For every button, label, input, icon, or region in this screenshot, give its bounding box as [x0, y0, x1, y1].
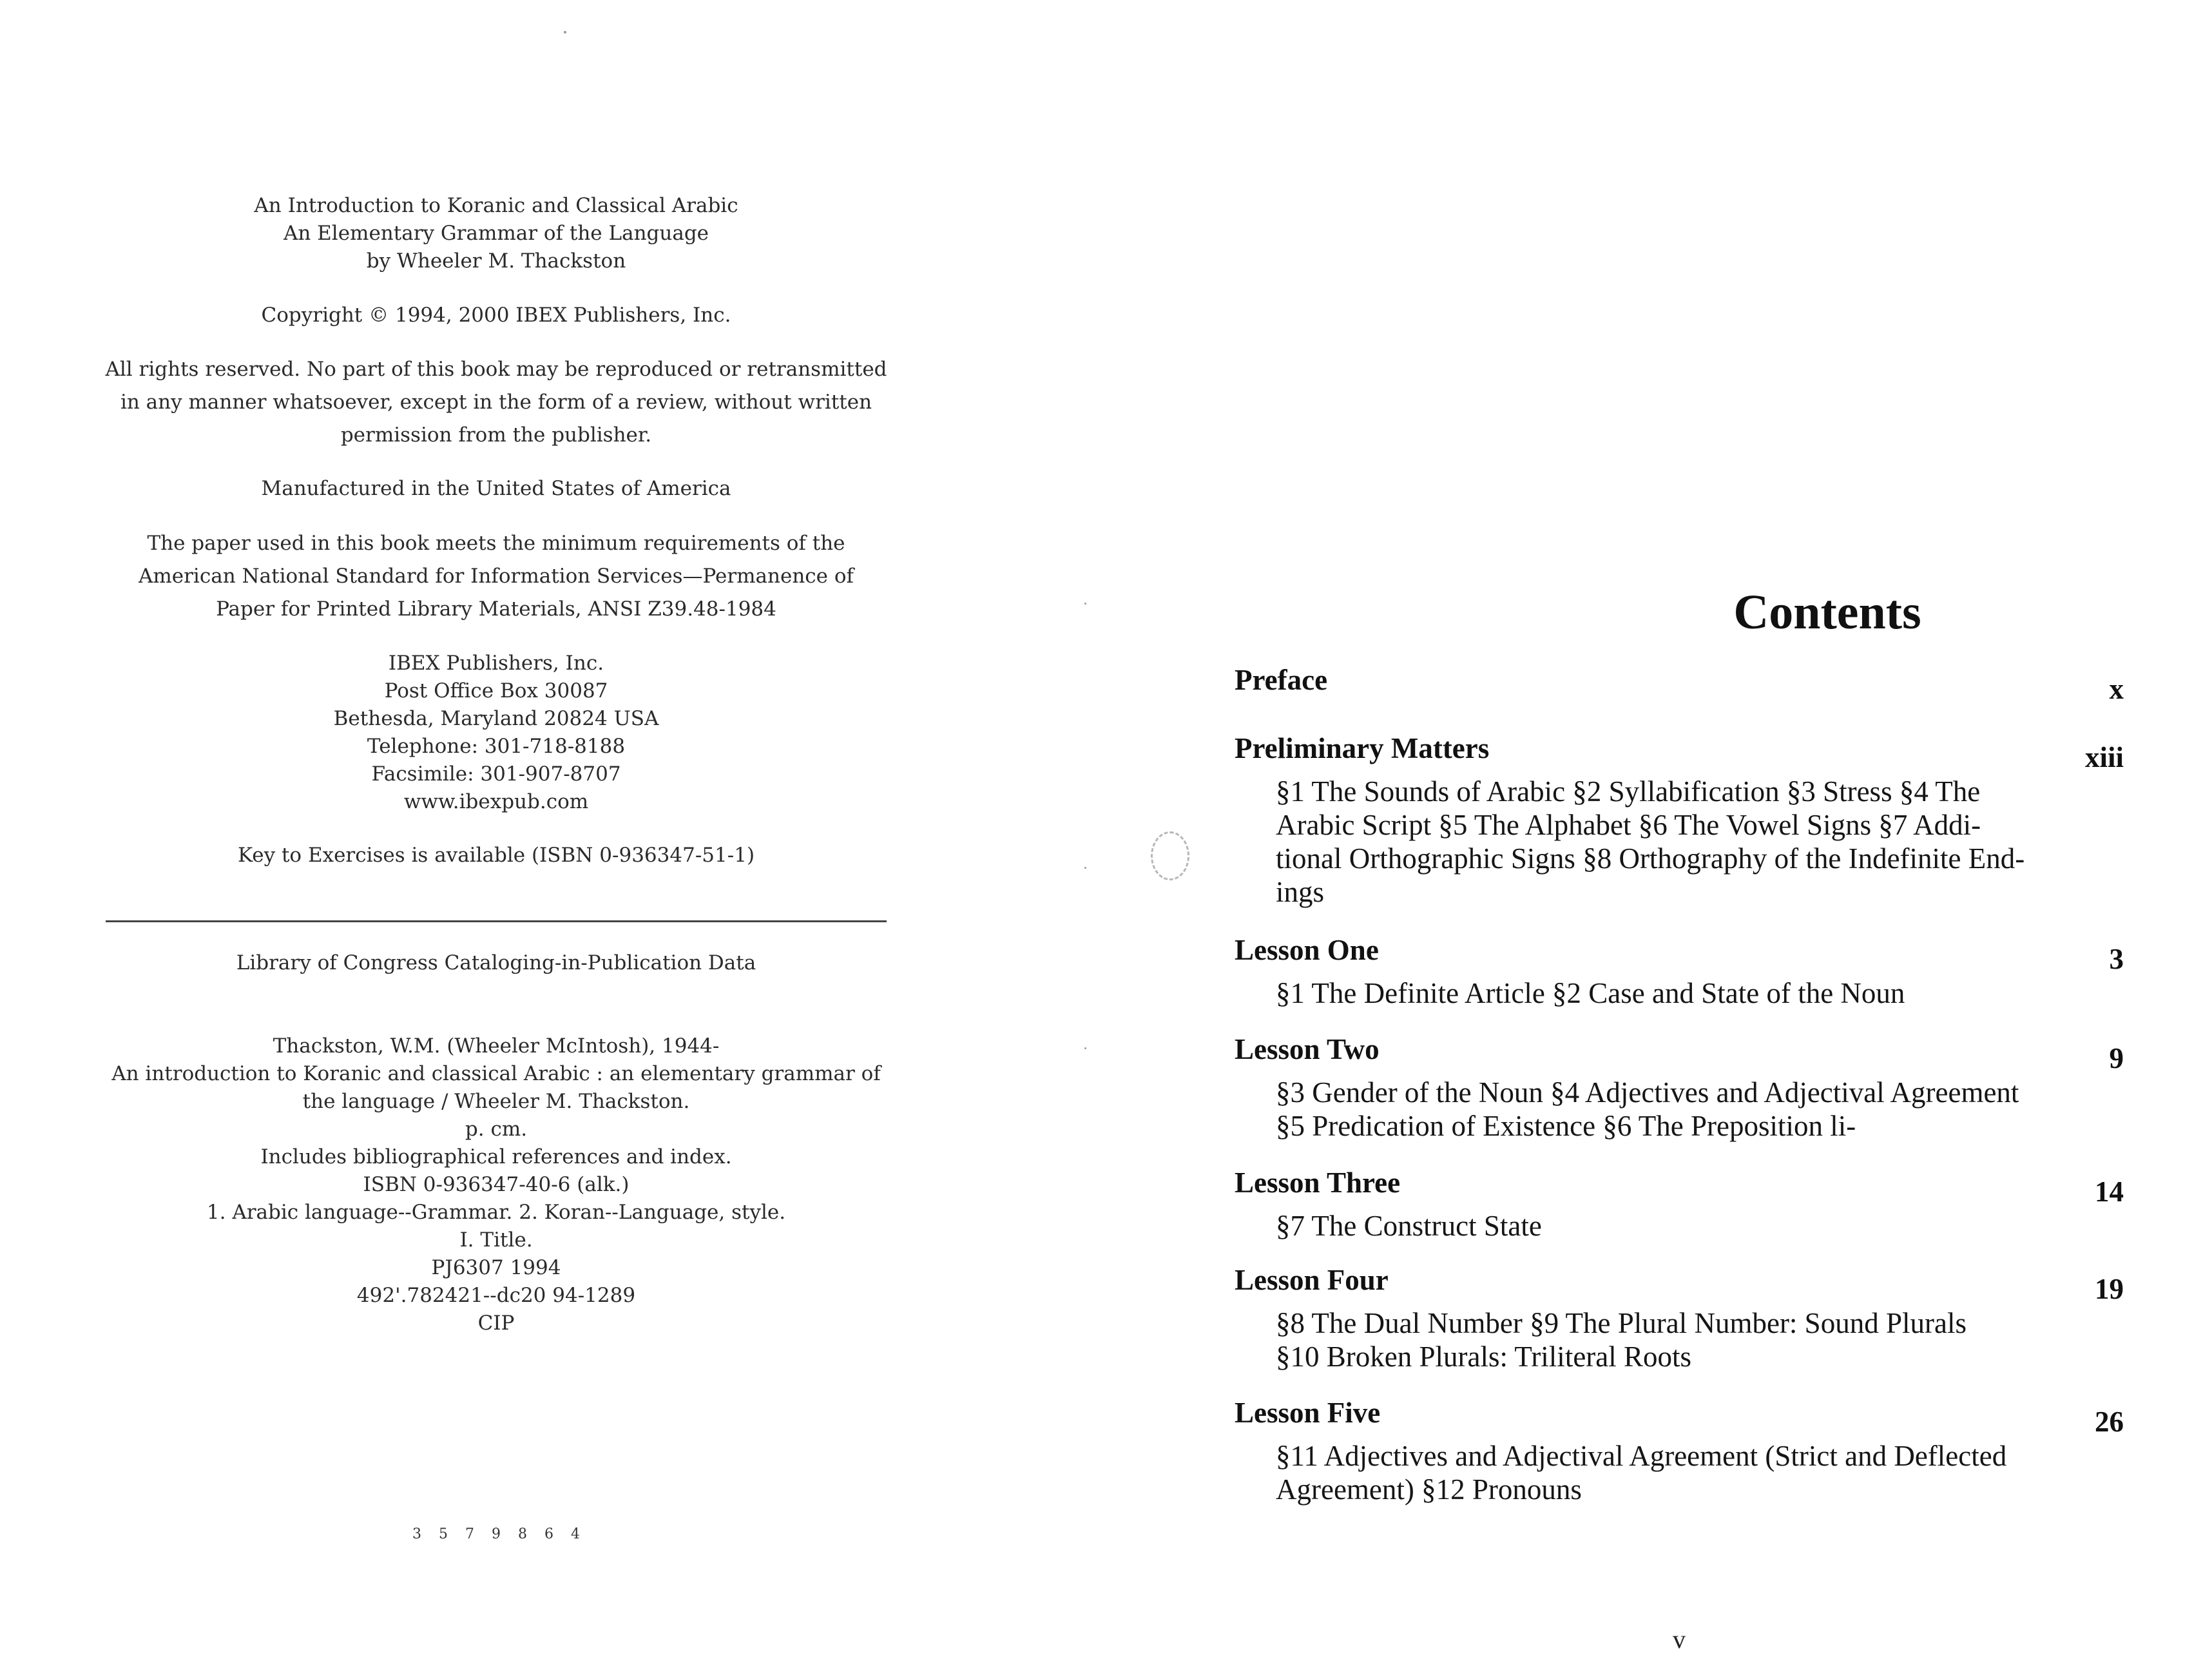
toc-entry-page-number: 14 — [2095, 1176, 2124, 1208]
toc-section-line: ings — [1276, 876, 1325, 908]
toc-entry-title: Lesson Four — [1235, 1264, 1389, 1296]
cip-line: p. cm. — [465, 1118, 528, 1141]
toc-section-line: §7 The Construct State — [1276, 1210, 1542, 1242]
toc-section-line: §5 Predication of Existence §6 The Preposition li- — [1276, 1110, 1856, 1142]
cip-heading-line: Library of Congress Cataloging-in-Publication Data — [236, 951, 756, 974]
toc-entry-header — [1235, 728, 2124, 773]
toc-entry-sections — [1276, 1306, 2081, 1373]
cip-line: 1. Arabic language--Grammar. 2. Koran--Language, style. — [206, 1201, 786, 1224]
cip-line: Includes bibliographical references and index. — [260, 1145, 732, 1168]
toc-entry-title: Preliminary Matters — [1235, 732, 1490, 764]
toc-entry-lesson-five — [1235, 1393, 2124, 1506]
toc-entry-lesson-one — [1235, 930, 2124, 1010]
publisher-line: Telephone: 301-718-8188 — [367, 735, 626, 758]
book-subtitle-line: An Elementary Grammar of the Language — [283, 222, 709, 245]
rights-statement — [97, 353, 896, 452]
publisher-line: Post Office Box 30087 — [384, 679, 608, 703]
key-to-exercises-note — [97, 842, 896, 869]
scan-speck — [1084, 603, 1086, 605]
printing-run-numbers: 3 5 7 9 8 6 4 — [412, 1526, 586, 1542]
toc-entry-preliminary-matters — [1235, 728, 2124, 909]
toc-entry-lesson-two — [1235, 1029, 2124, 1143]
cip-heading — [97, 949, 896, 977]
cip-line: PJ6307 1994 — [431, 1256, 561, 1279]
toc-entry-title: Lesson Two — [1235, 1033, 1380, 1065]
toc-section-line: §1 The Definite Article §2 Case and State of the Noun — [1276, 977, 1905, 1009]
publisher-line: Facsimile: 301-907-8707 — [371, 762, 621, 786]
toc-section-line: §3 Gender of the Noun §4 Adjectives and Adjectival Agreement — [1276, 1076, 2019, 1109]
book-title-line: An Introduction to Koranic and Classical Arabic — [254, 194, 738, 217]
cip-line: ISBN 0-936347-40-6 (alk.) — [363, 1173, 630, 1196]
toc-section-line: §11 Adjectives and Adjectival Agreement (Strict and Deflected — [1276, 1440, 2007, 1472]
toc-section-line: Arabic Script §5 The Alphabet §6 The Vowel Signs §7 Addi- — [1276, 809, 1981, 841]
scan-speck — [1084, 1047, 1086, 1049]
cip-line: CIP — [477, 1312, 515, 1335]
toc-entry-title: Lesson One — [1235, 934, 1379, 966]
page-folio: v — [1673, 1625, 1686, 1654]
book-author-line: by Wheeler M. Thackston — [366, 249, 626, 273]
paper-notice-line: American National Standard for Information Services—Permanence of — [138, 565, 854, 588]
toc-entry-sections — [1276, 976, 2081, 1010]
toc-entry-header — [1235, 1393, 2124, 1438]
toc-entry-page-number: xiii — [2084, 741, 2124, 773]
copyright-notice — [97, 302, 896, 329]
copyright-line: Copyright © 1994, 2000 IBEX Publishers, Inc. — [261, 304, 731, 327]
toc-entry-lesson-three — [1235, 1163, 2124, 1243]
scan-speck — [564, 31, 566, 34]
toc-entry-page-number: 3 — [2109, 943, 2124, 975]
publisher-line: Bethesda, Maryland 20824 USA — [333, 707, 659, 730]
contents-page — [1106, 0, 2212, 1657]
toc-entry-sections — [1276, 1209, 2081, 1243]
paper-notice-line: Paper for Printed Library Materials, ANSI Z39.48-1984 — [216, 597, 776, 621]
toc-entry-lesson-four — [1235, 1260, 2124, 1373]
scan-bleed-mark — [1151, 831, 1189, 880]
cip-line: Thackston, W.M. (Wheeler McIntosh), 1944- — [273, 1034, 720, 1058]
paper-notice-line: The paper used in this book meets the minimum requirements of the — [147, 532, 845, 555]
paper-notice — [97, 527, 896, 626]
toc-entry-title: Lesson Three — [1235, 1167, 1401, 1199]
book-title-block — [97, 192, 896, 275]
rights-line: permission from the publisher. — [340, 423, 652, 447]
toc-entry-title: Lesson Five — [1235, 1397, 1381, 1429]
key-note-line: Key to Exercises is available (ISBN 0-936347-51-1) — [237, 844, 755, 867]
toc-entry-page-number: x — [2109, 673, 2124, 705]
toc-section-line: §1 The Sounds of Arabic §2 Syllabification §3 Stress §4 The — [1276, 775, 1981, 808]
contents-heading: Contents — [1733, 585, 1921, 639]
divider-rule — [106, 920, 887, 922]
cip-line: 492'.782421--dc20 94-1289 — [356, 1284, 636, 1307]
toc-entry-header — [1235, 1163, 2124, 1208]
cip-line: the language / Wheeler M. Thackston. — [302, 1090, 690, 1113]
toc-entry-title: Preface — [1235, 664, 1328, 696]
cip-line: I. Title. — [459, 1228, 533, 1252]
rights-line: All rights reserved. No part of this book may be reproduced or retransmitted — [105, 358, 887, 381]
toc-entry-preface — [1235, 660, 2124, 705]
toc-entry-sections — [1276, 775, 2081, 909]
toc-entry-page-number: 19 — [2095, 1273, 2124, 1305]
scan-speck — [1084, 867, 1086, 869]
toc-section-line: §10 Broken Plurals: Triliteral Roots — [1276, 1341, 1692, 1373]
toc-entry-sections — [1276, 1076, 2081, 1143]
toc-section-line: tional Orthographic Signs §8 Orthography of the Indefinite End- — [1276, 842, 2025, 875]
toc-entry-page-number: 26 — [2095, 1406, 2124, 1438]
toc-section-line: Agreement) §12 Pronouns — [1276, 1473, 1582, 1506]
toc-section-line: §8 The Dual Number §9 The Plural Number: Sound Plurals — [1276, 1307, 1967, 1339]
toc-entry-header — [1235, 1260, 2124, 1305]
toc-entry-page-number: 9 — [2109, 1042, 2124, 1074]
manufactured-notice — [97, 475, 896, 503]
cip-record — [97, 1032, 896, 1337]
toc-entry-header — [1235, 930, 2124, 975]
toc-entry-header — [1235, 1029, 2124, 1074]
manufactured-line: Manufactured in the United States of America — [261, 477, 731, 500]
cip-line: An introduction to Koranic and classical Arabic : an elementary grammar of — [111, 1062, 881, 1085]
publisher-line: IBEX Publishers, Inc. — [388, 652, 604, 675]
publisher-address — [97, 650, 896, 816]
publisher-line: www.ibexpub.com — [403, 790, 589, 813]
toc-entry-header — [1235, 660, 2124, 705]
toc-entry-sections — [1276, 1439, 2081, 1506]
rights-line: in any manner whatsoever, except in the form of a review, without written — [120, 391, 872, 414]
